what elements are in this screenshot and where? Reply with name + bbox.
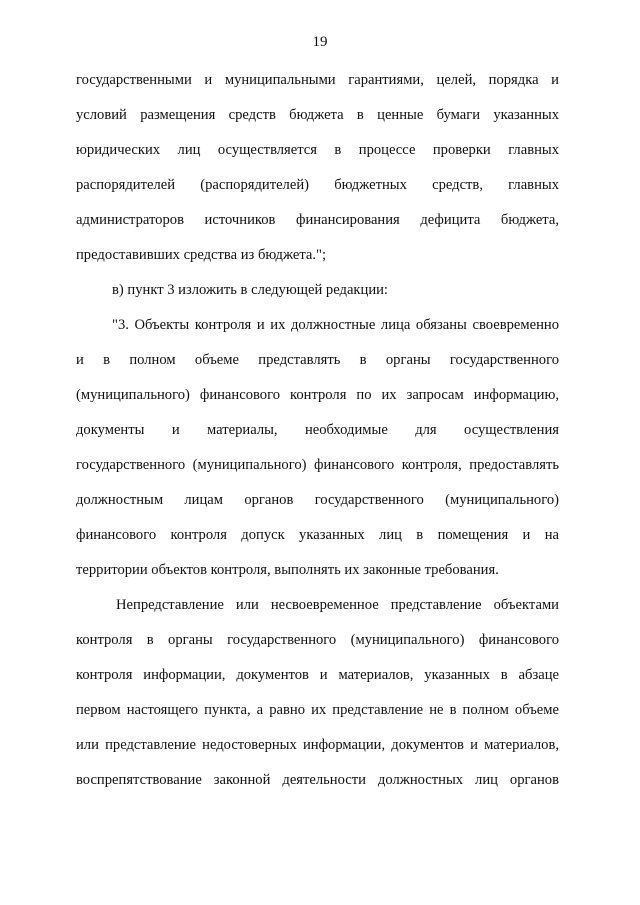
text-line: предоставивших средства из бюджета."; xyxy=(76,247,327,263)
text-line: в) пункт 3 изложить в следующей редакции: xyxy=(112,282,388,298)
text-line: воспрепятствование законной деятельности должностных лиц органов xyxy=(76,772,559,788)
text-line: первом настоящего пункта, а равно их представление не в полном объеме xyxy=(76,702,559,718)
text-line: Непредставление или несвоевременное представление объектами xyxy=(116,597,559,613)
text-line: должностным лицам органов государственного (муниципального) xyxy=(76,492,559,508)
text-line: контроля в органы государственного (муниципального) финансового xyxy=(76,632,559,648)
text-line: юридических лиц осуществляется в процессе проверки главных xyxy=(76,142,559,158)
page-number: 19 xyxy=(312,34,328,50)
text-line: администраторов источников финансирования дефицита бюджета, xyxy=(76,212,559,228)
text-line: (муниципального) финансового контроля по их запросам информацию, xyxy=(76,387,559,403)
text-line: контроля информации, документов и материалов, указанных в абзаце xyxy=(76,667,559,683)
text-line: государственными и муниципальными гарантиями, целей, порядка и xyxy=(76,72,559,88)
text-line: условий размещения средств бюджета в ценные бумаги указанных xyxy=(76,107,559,123)
text-line: документы и материалы, необходимые для осуществления xyxy=(76,422,559,438)
text-line: и в полном объеме представлять в органы государственного xyxy=(76,352,559,368)
text-line: распорядителей (распорядителей) бюджетных средств, главных xyxy=(76,177,559,193)
text-line: "3. Объекты контроля и их должностные лица обязаны своевременно xyxy=(112,317,559,333)
text-line: или представление недостоверных информации, документов и материалов, xyxy=(76,737,559,753)
text-line: финансового контроля допуск указанных лиц в помещения и на xyxy=(76,527,559,543)
text-line: территории объектов контроля, выполнять их законные требования. xyxy=(76,562,499,578)
text-line: государственного (муниципального) финансового контроля, предоставлять xyxy=(76,457,559,473)
